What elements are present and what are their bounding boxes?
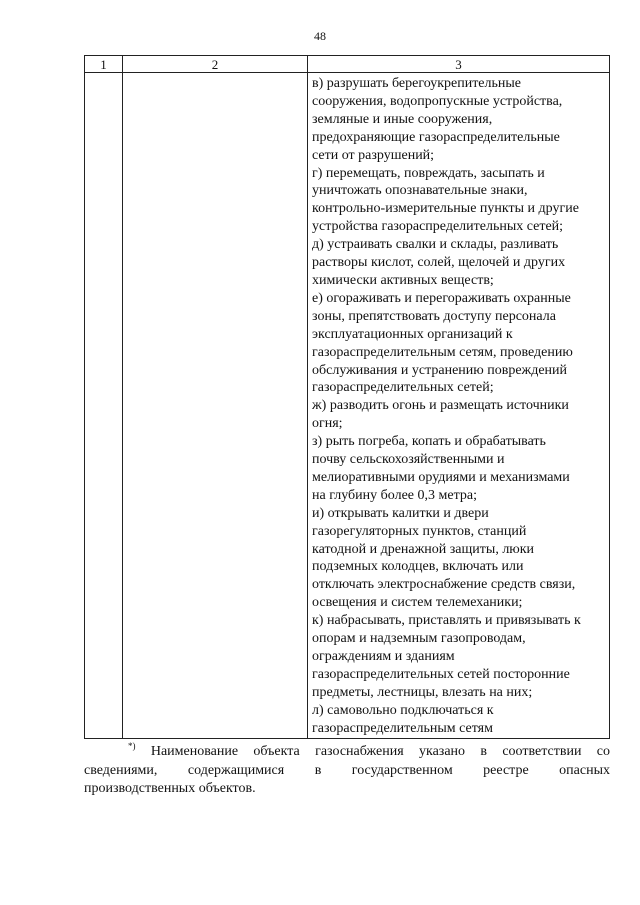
table-cell-col1	[85, 73, 123, 739]
table-cell-col3	[308, 73, 610, 739]
text-line: сети от разрушений;	[312, 147, 435, 163]
text-line: г) перемещать, повреждать, засыпать и	[312, 165, 545, 181]
text-line: уничтожать опознавательные знаки,	[312, 183, 528, 199]
text-line: освещения и систем телемеханики;	[312, 595, 523, 611]
text-line: газораспределительных сетей;	[312, 380, 494, 396]
text-line: в) разрушать берегоукрепительные	[312, 76, 522, 91]
text-line: ограждениям и зданиям	[312, 649, 455, 664]
table-row	[85, 73, 610, 739]
text-line: ж) разводить огонь и размещать источники	[312, 398, 569, 414]
text-line: контрольно-измерительные пункты и другие	[312, 201, 579, 217]
text-line: огня;	[312, 416, 343, 432]
footnote-marker: *)	[128, 741, 136, 751]
text-line: земляные и иные сооружения,	[312, 111, 493, 127]
table-cell-col2	[123, 73, 308, 739]
column-header-2: 2	[123, 56, 308, 73]
text-line: подземных колодцев, включать или	[312, 559, 524, 575]
text-line: е) огораживать и перегораживать охранные	[312, 290, 571, 306]
text-line: и) открывать калитки и двери	[312, 505, 489, 521]
text-line: мелиоративными орудиями и механизмами	[312, 469, 570, 485]
text-line: растворы кислот, солей, щелочей и других	[312, 255, 566, 271]
text-line: газораспределительным сетям	[312, 720, 493, 736]
text-line: газорегуляторных пунктов, станций	[312, 523, 527, 539]
text-line: катодной и дренажной защиты, люки	[312, 541, 535, 557]
column-header-3: 3	[308, 56, 610, 73]
text-line: отключать электроснабжение средств связи,	[312, 577, 576, 593]
footnote-line	[84, 737, 610, 762]
page-number: 48	[314, 29, 326, 43]
text-line: устройства газораспределительных сетей;	[312, 219, 564, 235]
text-line: д) устраивать свалки и склады, разливать	[312, 237, 559, 253]
requirements-table	[84, 55, 610, 739]
footnote-text: Наименование объекта газоснабжения указано в соответствии со	[150, 744, 610, 759]
footnote	[84, 737, 610, 799]
footnote-line: сведениями, содержащимися в государственном реестре опасных	[84, 762, 610, 778]
text-line: сооружения, водопропускные устройства,	[312, 93, 563, 109]
text-line: газораспределительным сетям, проведению	[312, 344, 573, 360]
text-line: химически активных веществ;	[312, 272, 494, 288]
table-header-row	[85, 56, 610, 73]
text-line: з) рыть погреба, копать и обрабатывать	[312, 434, 546, 450]
text-line: предохраняющие газораспределительные	[312, 129, 560, 145]
text-line: на глубину более 0,3 метра;	[312, 487, 477, 503]
text-line: эксплуатационных организаций к	[312, 326, 513, 342]
text-line: почву сельскохозяйственными и	[312, 452, 505, 468]
text-line: к) набрасывать, приставлять и привязывать к	[312, 613, 581, 629]
text-line: предметы, лестницы, влезать на них;	[312, 684, 533, 700]
text-line: зоны, препятствовать доступу персонала	[312, 308, 556, 324]
text-line: газораспределительных сетей посторонние	[312, 666, 570, 682]
text-line: опорам и надземным газопроводам,	[312, 631, 526, 647]
text-line: л) самовольно подключаться к	[312, 702, 494, 718]
column-header-1: 1	[85, 56, 123, 73]
text-line: обслуживания и устранению повреждений	[312, 362, 568, 378]
footnote-line: производственных объектов.	[84, 781, 256, 796]
